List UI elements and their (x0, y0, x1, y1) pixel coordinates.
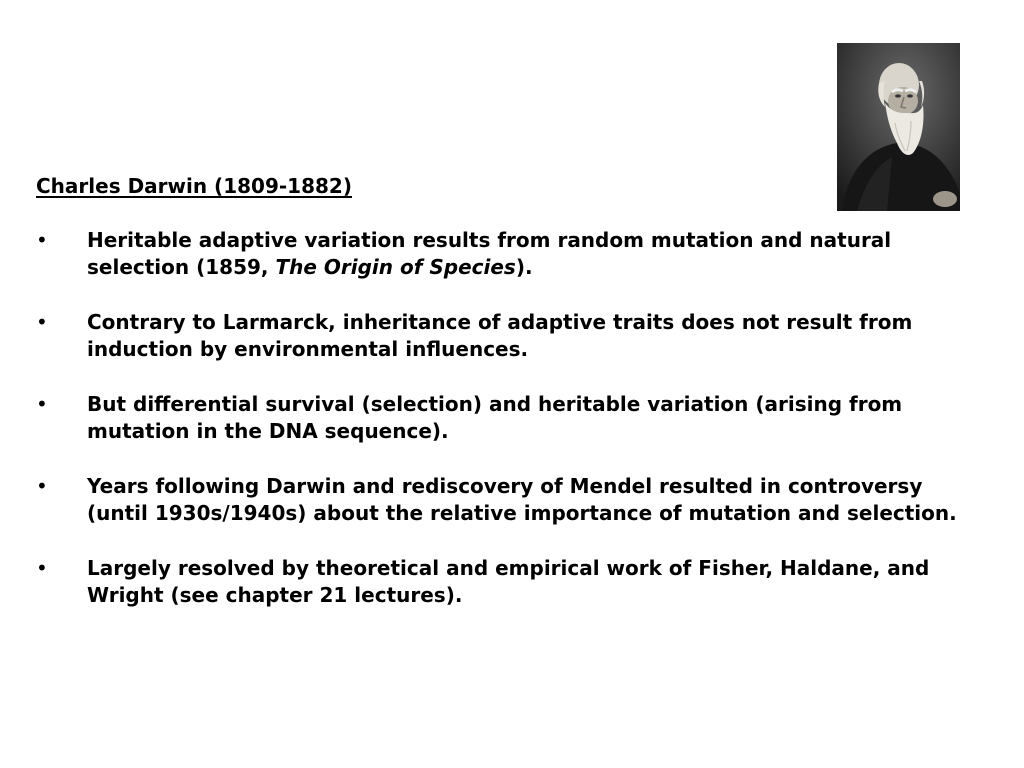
bullet-dot: • (36, 310, 48, 334)
bullet-dot: • (36, 556, 48, 580)
bullet-text: But differential survival (selection) and heritable variation (arising from mutation in the DNA sequence). (87, 392, 903, 443)
bullet-item (36, 227, 966, 281)
bullet-text-part: ). (515, 255, 533, 279)
bullet-item (36, 555, 966, 609)
bullet-text: Years following Darwin and rediscovery of Mendel resulted in controversy (until 1930s/1940s) about the relative importance of mutation and selection. (87, 474, 957, 525)
bullet-item (36, 473, 966, 527)
bullet-item (36, 309, 966, 363)
bullet-text: Largely resolved by theoretical and empirical work of Fisher, Haldane, and Wright (see chapter 21 lectures). (87, 556, 930, 607)
darwin-portrait-image (837, 43, 960, 211)
slide-heading: Charles Darwin (1809-1882) (36, 174, 352, 198)
book-title: The Origin of Species (275, 255, 516, 279)
bullet-text-part: Heritable adaptive variation results from random mutation and natural selection (1859, (87, 228, 892, 279)
bullet-list (36, 227, 966, 637)
bullet-dot: • (36, 228, 48, 252)
bullet-text: Contrary to Larmarck, inheritance of adaptive traits does not result from induction by environmental influences. (87, 310, 913, 361)
bullet-dot: • (36, 392, 48, 416)
bullet-dot: • (36, 474, 48, 498)
bullet-item (36, 391, 966, 445)
